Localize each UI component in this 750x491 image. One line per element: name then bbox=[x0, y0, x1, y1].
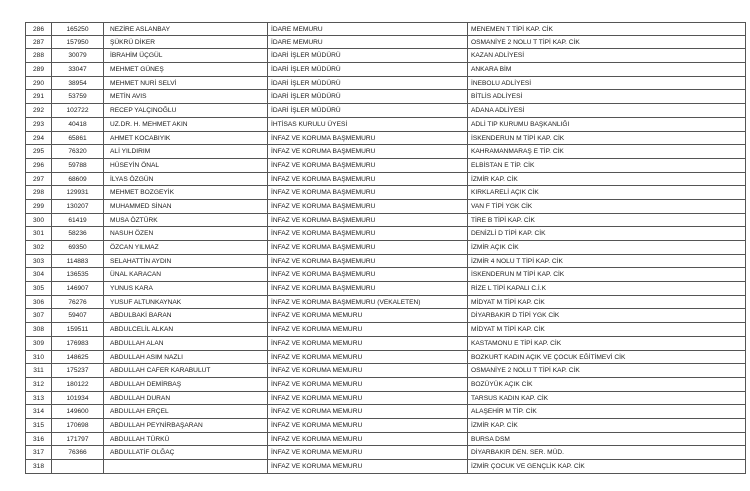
person-name-cell: ABDULLAH DURAN bbox=[104, 392, 268, 406]
person-name-cell: ABDULLATİF OLĞAÇ bbox=[104, 446, 268, 460]
person-name-cell: ABDULLAH ASIM NAZLI bbox=[104, 351, 268, 365]
table-row bbox=[0, 159, 750, 173]
job-title-cell: İNFAZ VE KORUMA MEMURU bbox=[268, 460, 468, 474]
job-title-cell: İNFAZ VE KORUMA BAŞMEMURU bbox=[268, 214, 468, 228]
row-number-cell: 298 bbox=[25, 186, 52, 200]
sicil-number-cell: 130207 bbox=[52, 200, 104, 214]
row-number-cell: 313 bbox=[25, 392, 52, 406]
person-name-cell: ABDULBAKİ BARAN bbox=[104, 309, 268, 323]
job-title-cell: İDARİ İŞLER MÜDÜRÜ bbox=[268, 49, 468, 63]
assigned-unit-cell: KASTAMONU E TİPİ KAP. CİK bbox=[468, 337, 746, 351]
sicil-number-cell: 61419 bbox=[52, 214, 104, 228]
job-title-cell: İDARİ İŞLER MÜDÜRÜ bbox=[268, 90, 468, 104]
sicil-number-cell: 148625 bbox=[52, 351, 104, 365]
person-name-cell: NASUH ÖZEN bbox=[104, 227, 268, 241]
person-name-cell: ABDULCELİL ALKAN bbox=[104, 323, 268, 337]
assigned-unit-cell: İZMİR AÇIK CİK bbox=[468, 241, 746, 255]
sicil-number-cell: 175237 bbox=[52, 364, 104, 378]
row-number-cell: 286 bbox=[25, 22, 52, 36]
assigned-unit-cell: İZMİR 4 NOLU T TİPİ KAP. CİK bbox=[468, 255, 746, 269]
table-row bbox=[0, 351, 750, 365]
sicil-number-cell: 101934 bbox=[52, 392, 104, 406]
person-name-cell: MUHAMMED SİNAN bbox=[104, 200, 268, 214]
sicil-number-cell: 53759 bbox=[52, 90, 104, 104]
table-row bbox=[0, 282, 750, 296]
table-row bbox=[0, 49, 750, 63]
person-name-cell: ÖZCAN YILMAZ bbox=[104, 241, 268, 255]
row-number-cell: 287 bbox=[25, 36, 52, 50]
assigned-unit-cell: MİDYAT M TİPİ KAP. CİK bbox=[468, 323, 746, 337]
table-row bbox=[0, 364, 750, 378]
assigned-unit-cell: ADANA ADLİYESİ bbox=[468, 104, 746, 118]
sicil-number-cell: 68609 bbox=[52, 173, 104, 187]
row-number-cell: 289 bbox=[25, 63, 52, 77]
row-number-cell: 316 bbox=[25, 433, 52, 447]
job-title-cell: İNFAZ VE KORUMA MEMURU bbox=[268, 433, 468, 447]
row-number-cell: 308 bbox=[25, 323, 52, 337]
sicil-number-cell: 58236 bbox=[52, 227, 104, 241]
assigned-unit-cell: ADLİ TIP KURUMU BAŞKANLIĞI bbox=[468, 118, 746, 132]
table-row bbox=[0, 227, 750, 241]
table-row bbox=[0, 241, 750, 255]
job-title-cell: İNFAZ VE KORUMA MEMURU bbox=[268, 392, 468, 406]
sicil-number-cell bbox=[52, 460, 104, 474]
job-title-cell: İDARİ İŞLER MÜDÜRÜ bbox=[268, 63, 468, 77]
row-number-cell: 311 bbox=[25, 364, 52, 378]
assigned-unit-cell: DENİZLİ D TİPİ KAP. CİK bbox=[468, 227, 746, 241]
person-name-cell: ALİ YILDIRIM bbox=[104, 145, 268, 159]
table-row bbox=[0, 446, 750, 460]
sicil-number-cell: 157950 bbox=[52, 36, 104, 50]
assigned-unit-cell: İSKENDERUN M TİPİ KAP. CİK bbox=[468, 132, 746, 146]
job-title-cell: İDARE MEMURU bbox=[268, 36, 468, 50]
job-title-cell: İNFAZ VE KORUMA MEMURU bbox=[268, 405, 468, 419]
table-row bbox=[0, 200, 750, 214]
table-row bbox=[0, 63, 750, 77]
job-title-cell: İNFAZ VE KORUMA BAŞMEMURU bbox=[268, 241, 468, 255]
sicil-number-cell: 165250 bbox=[52, 22, 104, 36]
table-row bbox=[0, 309, 750, 323]
person-name-cell: ÜNAL KARACAN bbox=[104, 268, 268, 282]
job-title-cell: İNFAZ VE KORUMA BAŞMEMURU bbox=[268, 282, 468, 296]
table-row bbox=[0, 173, 750, 187]
row-number-cell: 307 bbox=[25, 309, 52, 323]
job-title-cell: İNFAZ VE KORUMA BAŞMEMURU bbox=[268, 159, 468, 173]
table-row bbox=[0, 90, 750, 104]
row-number-cell: 293 bbox=[25, 118, 52, 132]
table-row bbox=[0, 36, 750, 50]
person-name-cell: UZ.DR. H. MEHMET AKIN bbox=[104, 118, 268, 132]
row-number-cell: 292 bbox=[25, 104, 52, 118]
row-number-cell: 300 bbox=[25, 214, 52, 228]
assigned-unit-cell: BOZKURT KADIN AÇIK VE ÇOCUK EĞİTİMEVİ CİK bbox=[468, 351, 746, 365]
table-row bbox=[0, 419, 750, 433]
job-title-cell: İNFAZ VE KORUMA MEMURU bbox=[268, 364, 468, 378]
sicil-number-cell: 176983 bbox=[52, 337, 104, 351]
job-title-cell: İNFAZ VE KORUMA BAŞMEMURU bbox=[268, 145, 468, 159]
table-row bbox=[0, 77, 750, 91]
assigned-unit-cell: BOZÜYÜK AÇIK CİK bbox=[468, 378, 746, 392]
row-number-cell: 302 bbox=[25, 241, 52, 255]
assigned-unit-cell: ELBİSTAN E TİP. CİK bbox=[468, 159, 746, 173]
row-number-cell: 297 bbox=[25, 173, 52, 187]
sicil-number-cell: 76320 bbox=[52, 145, 104, 159]
person-name-cell: MEHMET NURİ SELVİ bbox=[104, 77, 268, 91]
staff-table bbox=[0, 22, 750, 474]
assigned-unit-cell: OSMANİYE 2 NOLU T TİPİ KAP. CİK bbox=[468, 36, 746, 50]
row-number-cell: 306 bbox=[25, 296, 52, 310]
sicil-number-cell: 38954 bbox=[52, 77, 104, 91]
table-row bbox=[0, 337, 750, 351]
assigned-unit-cell: İZMİR KAP. CİK bbox=[468, 419, 746, 433]
person-name-cell: ABDULLAH PEYNİRBAŞARAN bbox=[104, 419, 268, 433]
person-name-cell: SELAHATTİN AYDIN bbox=[104, 255, 268, 269]
person-name-cell: METİN AVIS bbox=[104, 90, 268, 104]
sicil-number-cell: 69350 bbox=[52, 241, 104, 255]
sicil-number-cell: 180122 bbox=[52, 378, 104, 392]
assigned-unit-cell: KIRKLARELİ AÇIK CİK bbox=[468, 186, 746, 200]
job-title-cell: İNFAZ VE KORUMA BAŞMEMURU (VEKALETEN) bbox=[268, 296, 468, 310]
sicil-number-cell: 149600 bbox=[52, 405, 104, 419]
sicil-number-cell: 136535 bbox=[52, 268, 104, 282]
person-name-cell: MEHMET GÜNEŞ bbox=[104, 63, 268, 77]
assigned-unit-cell: TİRE B TİPİ KAP. CİK bbox=[468, 214, 746, 228]
table-row bbox=[0, 378, 750, 392]
assigned-unit-cell: KAZAN ADLİYESİ bbox=[468, 49, 746, 63]
table-row bbox=[0, 132, 750, 146]
table-row bbox=[0, 22, 750, 36]
table-row bbox=[0, 118, 750, 132]
person-name-cell: MUSA ÖZTÜRK bbox=[104, 214, 268, 228]
row-number-cell: 290 bbox=[25, 77, 52, 91]
table-row bbox=[0, 268, 750, 282]
sicil-number-cell: 102722 bbox=[52, 104, 104, 118]
row-number-cell: 318 bbox=[25, 460, 52, 474]
assigned-unit-cell: İZMİR ÇOCUK VE GENÇLİK KAP. CİK bbox=[468, 460, 746, 474]
row-number-cell: 301 bbox=[25, 227, 52, 241]
assigned-unit-cell: TARSUS KADIN KAP. CİK bbox=[468, 392, 746, 406]
sicil-number-cell: 159511 bbox=[52, 323, 104, 337]
person-name-cell: ABDULLAH DEMİRBAŞ bbox=[104, 378, 268, 392]
assigned-unit-cell: İSKENDERUN M TİPİ KAP. CİK bbox=[468, 268, 746, 282]
job-title-cell: İNFAZ VE KORUMA BAŞMEMURU bbox=[268, 200, 468, 214]
job-title-cell: İNFAZ VE KORUMA BAŞMEMURU bbox=[268, 186, 468, 200]
table-row bbox=[0, 460, 750, 474]
person-name-cell bbox=[104, 460, 268, 474]
person-name-cell: ABDULLAH ERÇEL bbox=[104, 405, 268, 419]
job-title-cell: İNFAZ VE KORUMA MEMURU bbox=[268, 419, 468, 433]
sicil-number-cell: 170698 bbox=[52, 419, 104, 433]
job-title-cell: İNFAZ VE KORUMA MEMURU bbox=[268, 337, 468, 351]
assigned-unit-cell: DİYARBAKIR DEN. SER. MÜD. bbox=[468, 446, 746, 460]
person-name-cell: İLYAS ÖZGÜN bbox=[104, 173, 268, 187]
assigned-unit-cell: ALAŞEHİR M TİP. CİK bbox=[468, 405, 746, 419]
sicil-number-cell: 76276 bbox=[52, 296, 104, 310]
person-name-cell: MEHMET BOZGEYİK bbox=[104, 186, 268, 200]
row-number-cell: 305 bbox=[25, 282, 52, 296]
job-title-cell: İDARİ İŞLER MÜDÜRÜ bbox=[268, 77, 468, 91]
table-row bbox=[0, 186, 750, 200]
job-title-cell: İNFAZ VE KORUMA BAŞMEMURU bbox=[268, 268, 468, 282]
job-title-cell: İDARE MEMURU bbox=[268, 22, 468, 36]
sicil-number-cell: 40418 bbox=[52, 118, 104, 132]
row-number-cell: 296 bbox=[25, 159, 52, 173]
row-number-cell: 310 bbox=[25, 351, 52, 365]
sicil-number-cell: 129931 bbox=[52, 186, 104, 200]
job-title-cell: İNFAZ VE KORUMA MEMURU bbox=[268, 351, 468, 365]
job-title-cell: İNFAZ VE KORUMA BAŞMEMURU bbox=[268, 255, 468, 269]
sicil-number-cell: 30079 bbox=[52, 49, 104, 63]
sicil-number-cell: 59788 bbox=[52, 159, 104, 173]
sicil-number-cell: 59407 bbox=[52, 309, 104, 323]
sicil-number-cell: 76366 bbox=[52, 446, 104, 460]
row-number-cell: 309 bbox=[25, 337, 52, 351]
person-name-cell: ABDULLAH CAFER KARABULUT bbox=[104, 364, 268, 378]
job-title-cell: İNFAZ VE KORUMA MEMURU bbox=[268, 309, 468, 323]
row-number-cell: 317 bbox=[25, 446, 52, 460]
table-row bbox=[0, 214, 750, 228]
assigned-unit-cell: İZMİR KAP. CİK bbox=[468, 173, 746, 187]
person-name-cell: ŞÜKRÜ DİKER bbox=[104, 36, 268, 50]
row-number-cell: 304 bbox=[25, 268, 52, 282]
assigned-unit-cell: İNEBOLU ADLİYESİ bbox=[468, 77, 746, 91]
assigned-unit-cell: VAN F TİPİ YGK CİK bbox=[468, 200, 746, 214]
person-name-cell: İBRAHİM ÜÇGÜL bbox=[104, 49, 268, 63]
row-number-cell: 294 bbox=[25, 132, 52, 146]
assigned-unit-cell: DİYARBAKIR D TİPİ YGK CİK bbox=[468, 309, 746, 323]
job-title-cell: İNFAZ VE KORUMA MEMURU bbox=[268, 378, 468, 392]
assigned-unit-cell: MENEMEN T TİPİ KAP. CİK bbox=[468, 22, 746, 36]
assigned-unit-cell: OSMANİYE 2 NOLU T TİPİ KAP. CİK bbox=[468, 364, 746, 378]
row-number-cell: 314 bbox=[25, 405, 52, 419]
row-number-cell: 303 bbox=[25, 255, 52, 269]
job-title-cell: İNFAZ VE KORUMA BAŞMEMURU bbox=[268, 173, 468, 187]
person-name-cell: NEZİRE ASLANBAY bbox=[104, 22, 268, 36]
row-number-cell: 295 bbox=[25, 145, 52, 159]
person-name-cell: ABDULLAH ALAN bbox=[104, 337, 268, 351]
assigned-unit-cell: BURSA DSM bbox=[468, 433, 746, 447]
row-number-cell: 315 bbox=[25, 419, 52, 433]
table-row bbox=[0, 392, 750, 406]
person-name-cell: RECEP YALÇINOĞLU bbox=[104, 104, 268, 118]
person-name-cell: YUNUS KARA bbox=[104, 282, 268, 296]
assigned-unit-cell: MİDYAT M TİPİ KAP. CİK bbox=[468, 296, 746, 310]
table-row bbox=[0, 145, 750, 159]
table-row bbox=[0, 405, 750, 419]
person-name-cell: ABDULLAH TÜRKÜ bbox=[104, 433, 268, 447]
row-number-cell: 299 bbox=[25, 200, 52, 214]
sicil-number-cell: 171797 bbox=[52, 433, 104, 447]
assigned-unit-cell: ANKARA BİM bbox=[468, 63, 746, 77]
job-title-cell: İNFAZ VE KORUMA MEMURU bbox=[268, 446, 468, 460]
table-row bbox=[0, 296, 750, 310]
sicil-number-cell: 65861 bbox=[52, 132, 104, 146]
person-name-cell: HÜSEYİN ÖNAL bbox=[104, 159, 268, 173]
sicil-number-cell: 114883 bbox=[52, 255, 104, 269]
job-title-cell: İHTİSAS KURULU ÜYESİ bbox=[268, 118, 468, 132]
table-row bbox=[0, 104, 750, 118]
job-title-cell: İNFAZ VE KORUMA BAŞMEMURU bbox=[268, 227, 468, 241]
assigned-unit-cell: KAHRAMANMARAŞ E TİP. CİK bbox=[468, 145, 746, 159]
row-number-cell: 291 bbox=[25, 90, 52, 104]
table-row bbox=[0, 433, 750, 447]
person-name-cell: AHMET KOCABIYIK bbox=[104, 132, 268, 146]
row-number-cell: 312 bbox=[25, 378, 52, 392]
assigned-unit-cell: RİZE L TİPİ KAPALI C.İ.K bbox=[468, 282, 746, 296]
job-title-cell: İDARİ İŞLER MÜDÜRÜ bbox=[268, 104, 468, 118]
sicil-number-cell: 33047 bbox=[52, 63, 104, 77]
sicil-number-cell: 146907 bbox=[52, 282, 104, 296]
table-row bbox=[0, 323, 750, 337]
job-title-cell: İNFAZ VE KORUMA BAŞMEMURU bbox=[268, 132, 468, 146]
job-title-cell: İNFAZ VE KORUMA MEMURU bbox=[268, 323, 468, 337]
table-row bbox=[0, 255, 750, 269]
assigned-unit-cell: BİTLİS ADLİYESİ bbox=[468, 90, 746, 104]
row-number-cell: 288 bbox=[25, 49, 52, 63]
person-name-cell: YUSUF ALTUNKAYNAK bbox=[104, 296, 268, 310]
